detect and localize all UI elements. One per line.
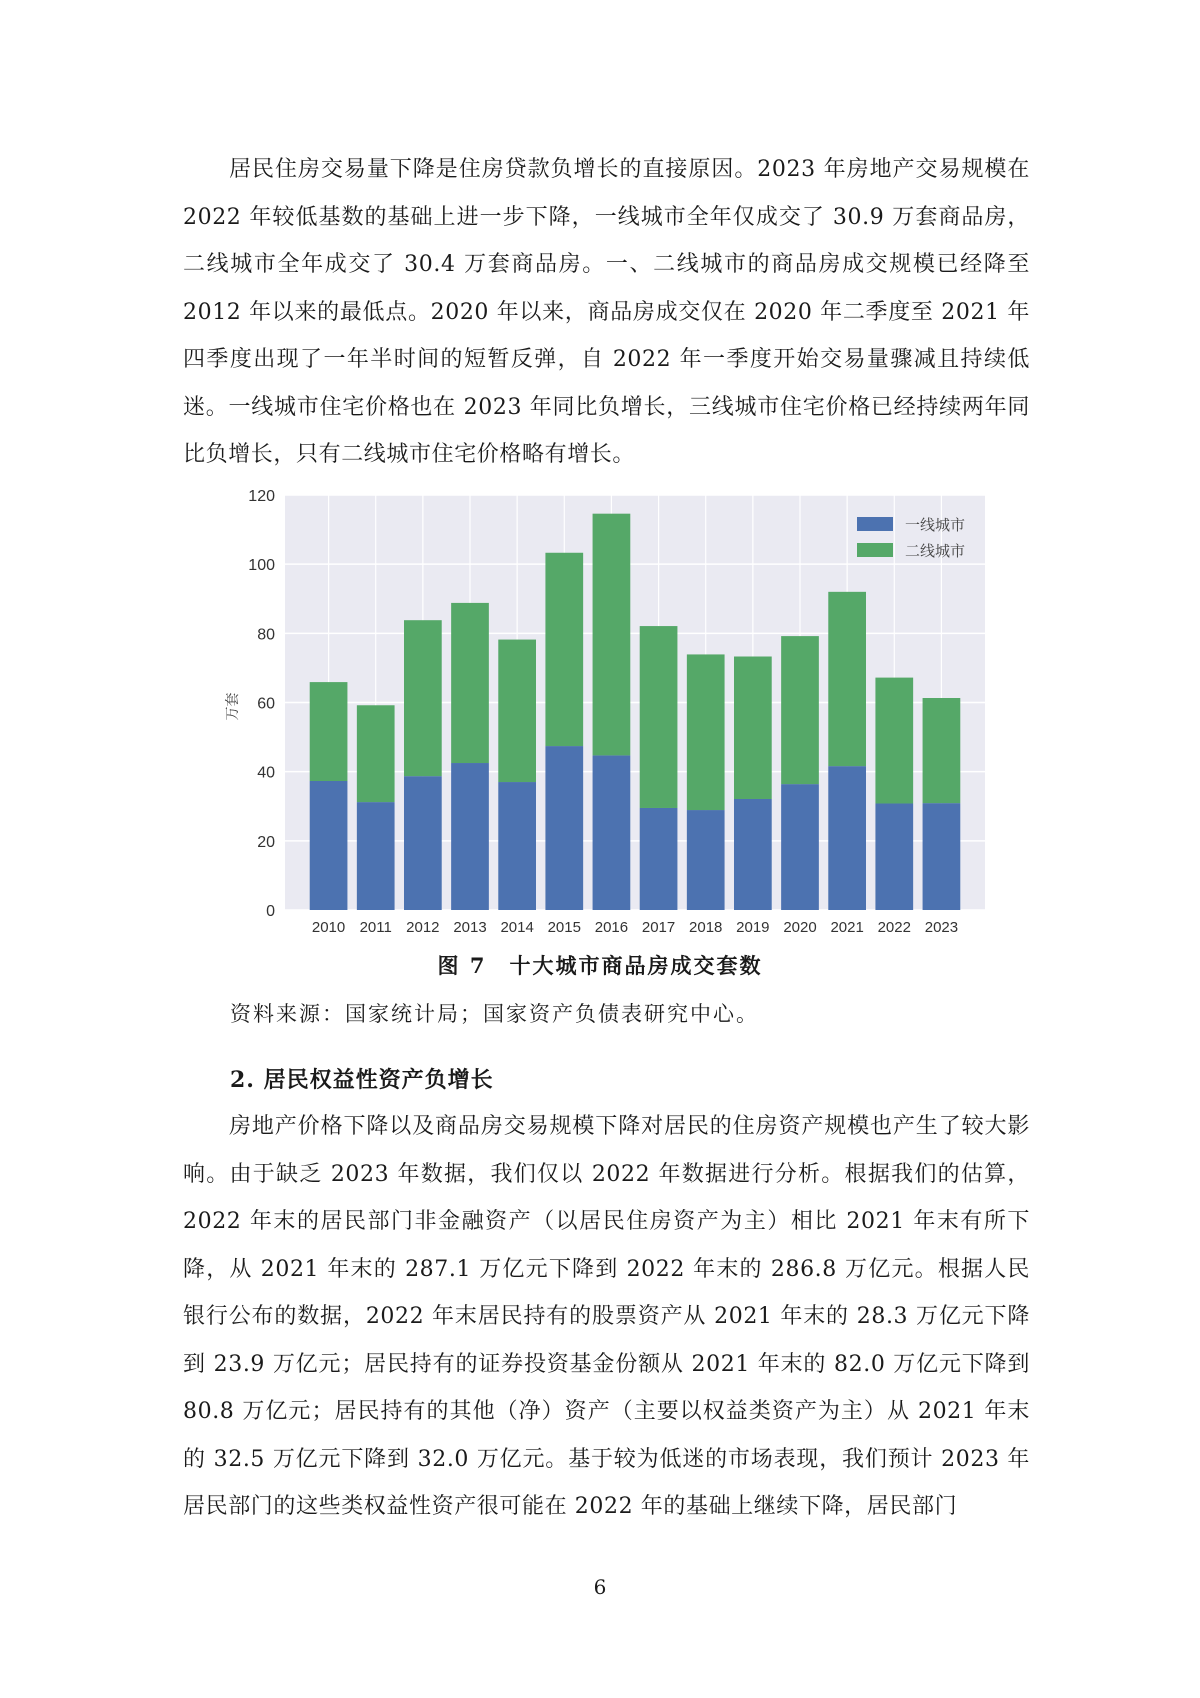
bar-segment	[687, 810, 725, 910]
x-tick-label: 2010	[311, 919, 346, 936]
y-tick-label: 40	[257, 764, 275, 782]
x-tick-label: 2023	[924, 919, 959, 936]
bar-segment	[404, 620, 442, 776]
bar-segment	[404, 776, 442, 910]
body-paragraph: 房地产价格下降以及商品房交易规模下降对居民的住房资产规模也产生了较大影响。由于缺乏 2023 年数据，我们仅以 2022 年数据进行分析。根据我们的估算，2022 年末的居民部门非金融资产（以居民住房资产为主）相比 2021 年末有所下降，从 2021 年末的 287.1 万亿元下降到 2022 年末的 286.8 万亿元。根据人民银行公布的数据，2022 年末居民持有的股票资产从 2021 年末的 28.3 万亿元下降到 23.9 万亿元；居民持有的证券投资基金份额从 2021 年末的 82.0 万亿元下降到 80.8 万亿元；居民持有的其他（净）资产（主要以权益类资产为主）从 2021 年末的 32.5 万亿元下降到 32.0 万亿元。基于较为低迷的市场表现，我们预计 2023 年居民部门的这些类权益性资产很可能在 2022 年的基础上继续下降，居民部门	[183, 1114, 1030, 1519]
bar-segment	[923, 698, 961, 803]
bar-segment	[545, 553, 583, 746]
bar-segment	[781, 636, 819, 784]
bar-segment	[781, 784, 819, 910]
page-number: 6	[593, 1575, 607, 1599]
bar-segment	[687, 654, 725, 810]
bar-segment	[593, 514, 631, 756]
bar-segment	[593, 755, 631, 910]
y-tick-label: 80	[257, 626, 275, 644]
bar-segment	[875, 803, 913, 910]
x-tick-label: 2020	[783, 919, 817, 936]
x-tick-label: 2018	[689, 919, 723, 936]
figure-caption: 图 7 十大城市商品房成交套数	[437, 953, 763, 978]
x-tick-label: 2013	[453, 919, 487, 936]
x-tick-label: 2014	[500, 919, 534, 936]
y-tick-label: 20	[257, 833, 275, 851]
bar-segment	[451, 603, 489, 763]
y-tick-label: 0	[266, 903, 275, 920]
legend-label: 一线城市	[905, 517, 966, 534]
bar-segment	[734, 657, 772, 799]
y-tick-label: 120	[248, 488, 275, 505]
chart-canvas	[215, 482, 1005, 952]
x-tick-label: 2016	[594, 919, 629, 936]
figure-source: 资料来源：国家统计局；国家资产负债表研究中心。	[230, 1002, 759, 1026]
bar-segment	[357, 705, 395, 802]
bar-segment	[875, 678, 913, 804]
bar-segment	[640, 808, 678, 910]
legend-swatch	[857, 517, 893, 531]
x-tick-label: 2015	[547, 919, 581, 936]
bar-segment	[498, 782, 536, 910]
x-tick-label: 2011	[359, 919, 392, 936]
bar-segment	[828, 766, 866, 910]
bar-segment	[451, 763, 489, 910]
x-tick-label: 2021	[830, 919, 864, 936]
bar-segment	[923, 803, 961, 910]
legend-swatch	[857, 543, 893, 557]
y-tick-label: 100	[248, 557, 275, 575]
bar-segment	[828, 592, 866, 766]
x-tick-label: 2012	[406, 919, 440, 936]
section-heading: 2. 居民权益性资产负增长	[230, 1067, 494, 1093]
x-tick-label: 2019	[736, 919, 770, 936]
stacked-bar-chart	[215, 482, 1005, 952]
bar-segment	[498, 640, 536, 782]
bar-segment	[640, 626, 678, 808]
bar-segment	[357, 802, 395, 910]
legend-label: 二线城市	[905, 543, 966, 560]
y-tick-label: 60	[257, 695, 275, 713]
bar-segment	[545, 746, 583, 910]
bar-segment	[310, 682, 348, 781]
bar-segment	[734, 799, 772, 910]
x-tick-label: 2022	[877, 919, 911, 936]
body-paragraph: 居民住房交易量下降是住房贷款负增长的直接原因。2023 年房地产交易规模在 2022 年较低基数的基础上进一步下降，一线城市全年仅成交了 30.9 万套商品房，二线城市全年成交了 30.4 万套商品房。一、二线城市的商品房成交规模已经降至 2012 年以来的最低点。2020 年以来，商品房成交仅在 2020 年二季度至 2021 年四季度出现了一年半时间的短暂反弹，自 2022 年一季度开始交易量骤减且持续低迷。一线城市住宅价格也在 2023 年同比负增长，三线城市住宅价格已经持续两年同比负增长，只有二线城市住宅价格略有增长。	[183, 157, 1030, 467]
x-tick-label: 2017	[641, 919, 676, 936]
bar-segment	[310, 781, 348, 910]
y-axis-label: 万套	[224, 692, 240, 721]
